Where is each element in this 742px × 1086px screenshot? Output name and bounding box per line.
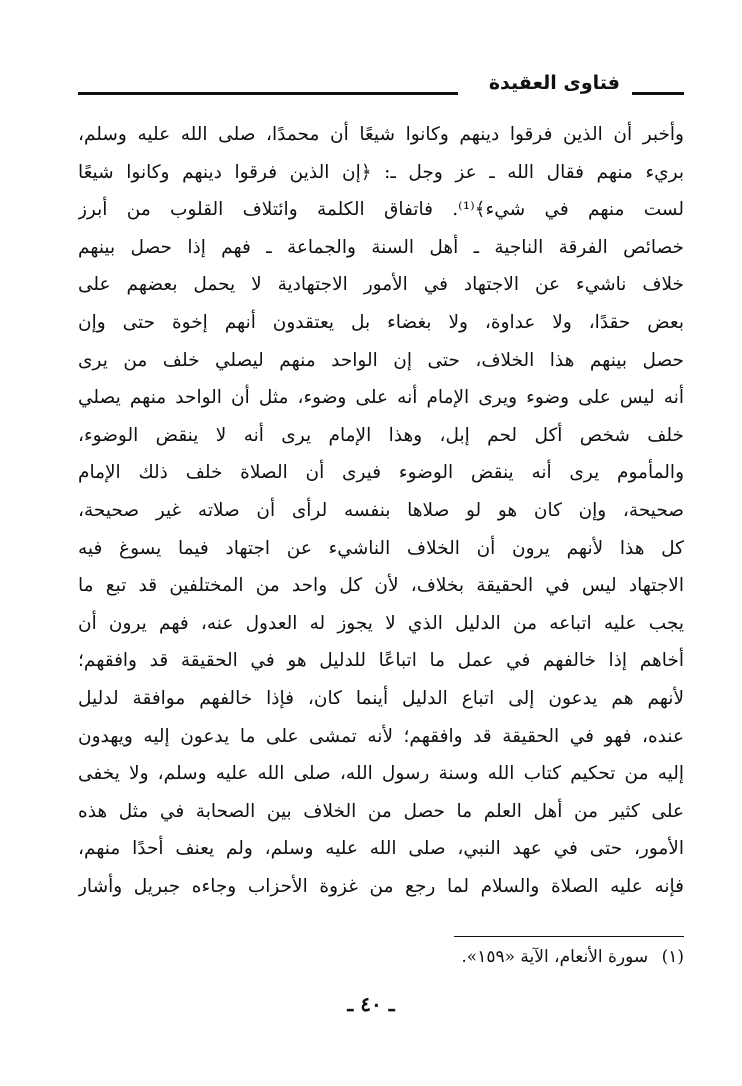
text-line: صحيحة، وإن كان هو لو صلاها بنفسه لرأى أن صلاته غير صحيحة، [78, 499, 684, 521]
text-line: عنده، فهو في الحقيقة قد وافقهم؛ لأنه تمشى على ما يدعون إليه ويهدون [78, 725, 684, 747]
text-line: خلف شخص أكل لحم إبل، وهذا الإمام يرى أنه لا ينقض الوضوء، [78, 424, 684, 446]
text-line: والمأموم يرى أنه ينقض الوضوء فيرى أن الصلاة خلف ذلك الإمام [78, 462, 684, 484]
footnote-number: (١) [661, 947, 684, 967]
text-line: كل هذا لأنهم يرون أن الخلاف الناشيء عن اجتهاد فيما يسوغ فيه [78, 537, 684, 559]
footnote-rule [454, 936, 684, 937]
text-line: خلاف ناشيء عن الاجتهاد في الأمور الاجتهادية لا يحمل بعضهم على [78, 274, 684, 296]
text-line: لأنهم هم يدعون إلى اتباع الدليل أينما كان، فإذا خالفهم موافقة لدليل [78, 687, 684, 709]
text-line: بريء منهم فقال الله ـ عز وجل ـ: ﴿إن الذين فرقوا دينهم وكانوا شيعًا [78, 161, 684, 183]
text-line: إليه من تحكيم كتاب الله وسنة رسول الله، صلى الله عليه وسلم، ولا يخفى [78, 763, 684, 785]
footnote [78, 944, 684, 970]
text-line: على كثير من أهل العلم ما حصل من الخلاف بين الصحابة في مثل هذه [78, 800, 684, 822]
body-text [78, 116, 684, 905]
text-line: لست منهم في شيء﴾⁽¹⁾. فاتفاق الكلمة وائتلاف القلوب من أبرز [78, 199, 684, 221]
text-line: يجب عليه اتباعه من الدليل الذي لا يجوز له العدول عنه، فهم يرون أن [78, 612, 684, 634]
text-line: الأمور، حتى في عهد النبي، صلى الله عليه وسلم، ولم يعنف أحدًا منهم، [78, 838, 684, 860]
text-line: وأخبر أن الذين فرقوا دينهم وكانوا شيعًا أن محمدًا، صلى الله عليه وسلم، [78, 124, 684, 145]
footnote-text: سورة الأنعام، الآية «١٥٩». [461, 947, 649, 967]
page-number: ـ ٤٠ ـ [347, 992, 395, 1016]
text-line: حصل بينهم هذا الخلاف، حتى إن الواحد منهم ليصلي خلف من يرى [78, 349, 684, 371]
header-title: فتاوى العقيدة [488, 72, 620, 94]
header-rule-short [632, 92, 684, 95]
text-line: بعض حقدًا، ولا عداوة، ولا بغضاء بل يعتقدون أنهم إخوة حتى وإن [78, 311, 684, 333]
text-line: الاجتهاد ليس في الحقيقة بخلاف، لأن كل واحد من المختلفين قد تبع ما [78, 575, 684, 597]
header-rule [78, 92, 458, 95]
running-header [78, 72, 684, 102]
text-line: أخاهم إذا خالفهم في عمل ما اتباعًا للدليل هو في الحقيقة قد وافقهم؛ [78, 650, 684, 672]
text-line: خصائص الفرقة الناجية ـ أهل السنة والجماعة ـ فهم إذا حصل بينهم [78, 236, 684, 258]
text-line: فإنه عليه الصلاة والسلام لما رجع من غزوة الأحزاب وجاءه جبريل وأشار [78, 875, 684, 897]
text-line: أنه ليس على وضوء ويرى الإمام أنه على وضوء، مثل أن الواحد منهم يصلي [78, 387, 684, 409]
